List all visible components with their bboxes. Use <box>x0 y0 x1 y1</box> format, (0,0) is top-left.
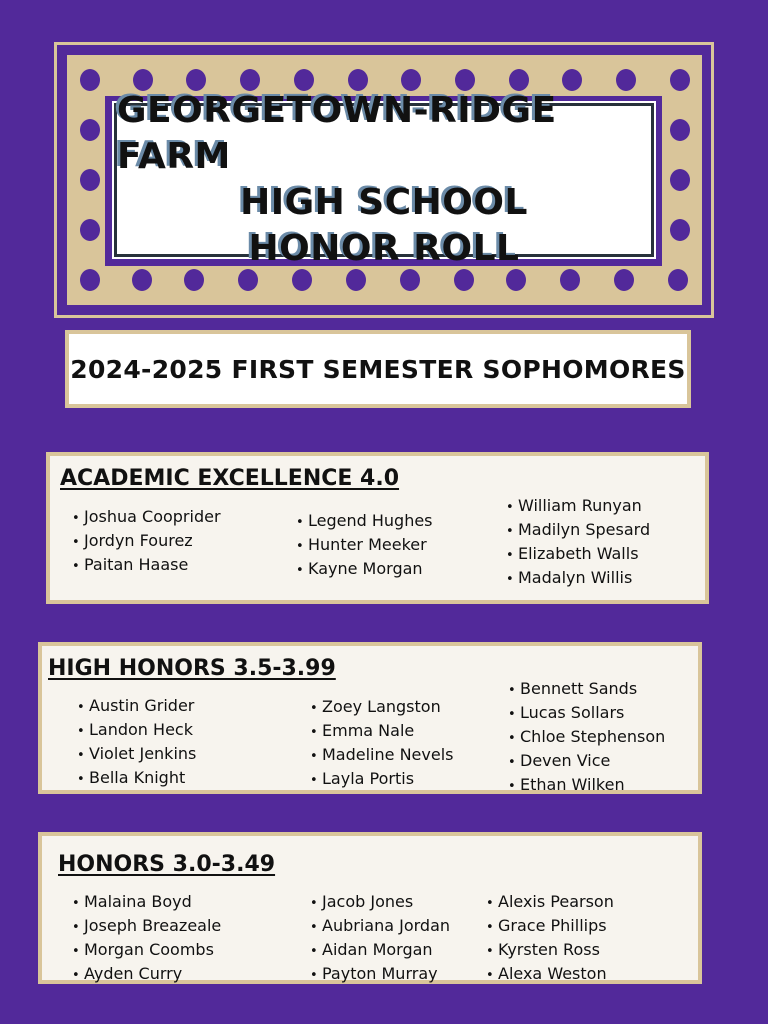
name-column-2 <box>310 696 453 792</box>
marquee-bulb <box>668 269 688 291</box>
list-item: • Ayden Curry <box>72 963 221 987</box>
marquee-bulb <box>670 219 690 241</box>
list-item: • Alexis Pearson <box>486 891 614 915</box>
marquee-bulb <box>670 119 690 141</box>
section-heading: HIGH HONORS 3.5-3.99 <box>48 656 336 681</box>
marquee-bulb <box>132 269 152 291</box>
marquee-bulb <box>292 269 312 291</box>
marquee-bulb <box>346 269 366 291</box>
page-title <box>114 90 654 269</box>
name-column-1 <box>72 506 221 578</box>
name-column-2 <box>296 510 433 582</box>
list-item: • Kayne Morgan <box>296 558 433 582</box>
name-column-1 <box>77 695 196 791</box>
list-item: • Ethan Wilken <box>508 774 665 798</box>
marquee-bulb <box>238 269 258 291</box>
name-column-3 <box>486 891 614 987</box>
list-item: • Layla Portis <box>310 768 453 792</box>
marquee-bulb <box>80 69 100 91</box>
list-item: • Deven Vice <box>508 750 665 774</box>
name-column-2 <box>310 891 450 987</box>
list-item: • Lucas Sollars <box>508 702 665 726</box>
title-line-2: HIGH SCHOOL <box>240 182 528 223</box>
list-item: • Bennett Sands <box>508 678 665 702</box>
list-item: • Paitan Haase <box>72 554 221 578</box>
list-item: • Aubriana Jordan <box>310 915 450 939</box>
marquee-bulb <box>614 269 634 291</box>
list-item: • Alexa Weston <box>486 963 614 987</box>
title-line-3: HONOR ROLL <box>248 228 520 269</box>
list-item: • Malaina Boyd <box>72 891 221 915</box>
list-item: • Legend Hughes <box>296 510 433 534</box>
list-item: • Jordyn Fourez <box>72 530 221 554</box>
marquee-bulb <box>506 269 526 291</box>
list-item: • Chloe Stephenson <box>508 726 665 750</box>
list-item: • Austin Grider <box>77 695 196 719</box>
list-item: • Joseph Breazeale <box>72 915 221 939</box>
marquee-bulb <box>560 269 580 291</box>
marquee-bulb <box>454 269 474 291</box>
section-honors <box>38 832 702 984</box>
list-item: • Landon Heck <box>77 719 196 743</box>
marquee-bulb <box>670 69 690 91</box>
title-line-1: GEORGETOWN-RIDGE FARM <box>117 90 557 177</box>
list-item: • Kyrsten Ross <box>486 939 614 963</box>
list-item: • Madalyn Willis <box>506 567 650 591</box>
list-item: • Emma Nale <box>310 720 453 744</box>
name-column-3 <box>508 678 665 798</box>
list-item: • Elizabeth Walls <box>506 543 650 567</box>
list-item: • Hunter Meeker <box>296 534 433 558</box>
section-heading: HONORS 3.0-3.49 <box>58 852 276 877</box>
marquee-bulb <box>400 269 420 291</box>
list-item: • Aidan Morgan <box>310 939 450 963</box>
list-item: • Payton Murray <box>310 963 450 987</box>
marquee-bulb <box>670 169 690 191</box>
marquee-bulb <box>184 269 204 291</box>
list-item: • Madilyn Spesard <box>506 519 650 543</box>
list-item: • Madeline Nevels <box>310 744 453 768</box>
list-item: • William Runyan <box>506 495 650 519</box>
list-item: • Jacob Jones <box>310 891 450 915</box>
marquee-bulb <box>80 219 100 241</box>
section-academic-excellence <box>46 452 709 604</box>
name-column-3 <box>506 495 650 591</box>
list-item: • Zoey Langston <box>310 696 453 720</box>
marquee-bulb <box>80 169 100 191</box>
name-column-1 <box>72 891 221 987</box>
list-item: • Joshua Cooprider <box>72 506 221 530</box>
section-heading: ACADEMIC EXCELLENCE 4.0 <box>60 466 400 491</box>
list-item: • Grace Phillips <box>486 915 614 939</box>
marquee-bulb <box>80 269 100 291</box>
list-item: • Morgan Coombs <box>72 939 221 963</box>
marquee-bulb <box>80 119 100 141</box>
list-item: • Violet Jenkins <box>77 743 196 767</box>
section-high-honors <box>38 642 702 794</box>
list-item: • Bella Knight <box>77 767 196 791</box>
semester-banner: 2024-2025 FIRST SEMESTER SOPHOMORES <box>65 330 691 408</box>
